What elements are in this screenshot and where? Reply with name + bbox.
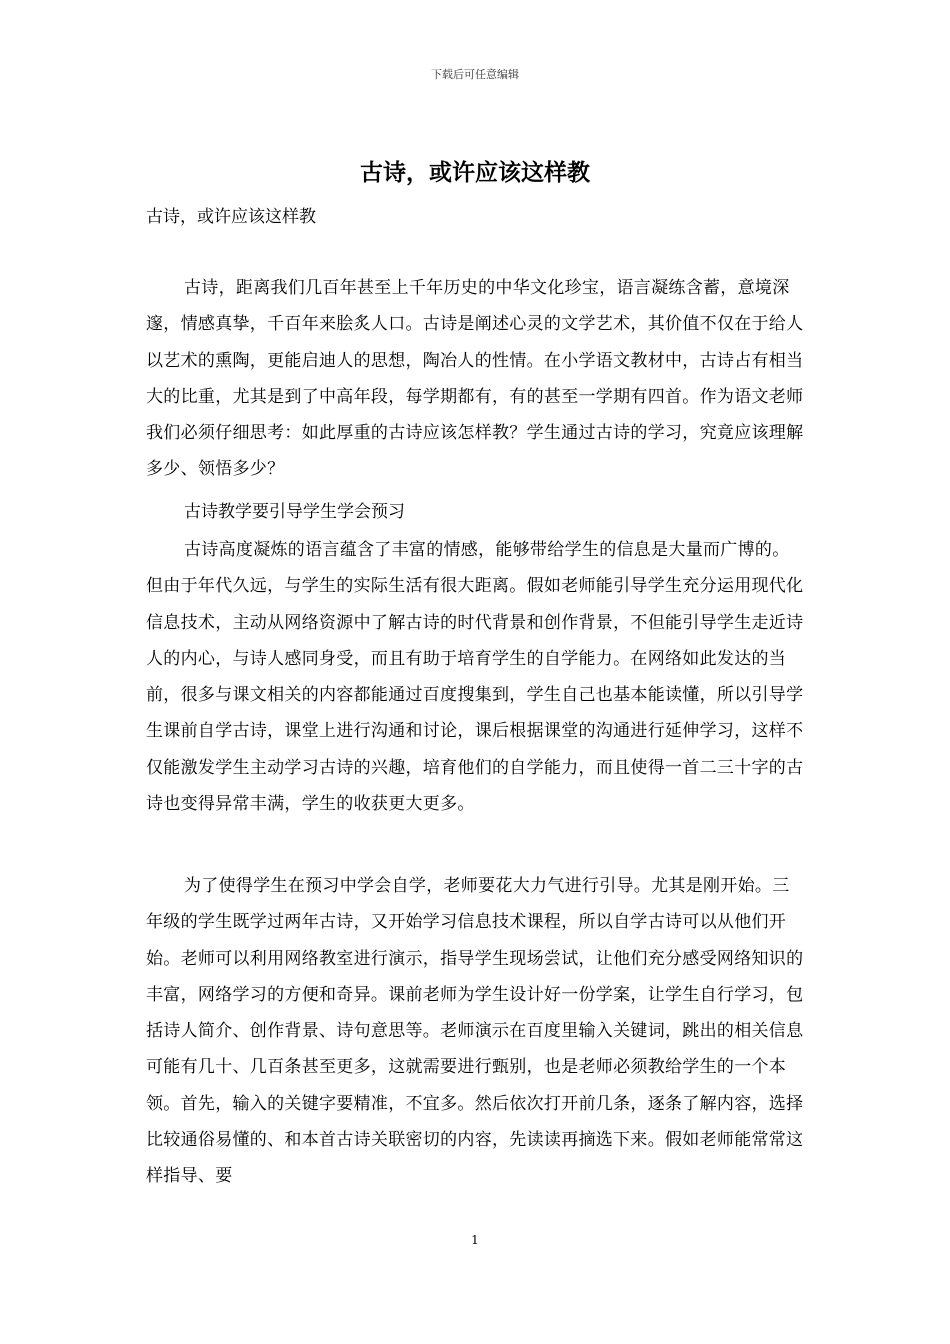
document-subtitle: 古诗，或许应该这样教 (146, 207, 316, 227)
document-title: 古诗，或许应该这样教 (360, 159, 590, 186)
page-number: 1 (471, 1233, 479, 1247)
page-header-note: 下载后可任意编辑 (431, 68, 519, 81)
paragraph-intro (146, 270, 806, 488)
paragraph-guidance (146, 868, 806, 1195)
paragraph-intro-text: 古诗，距离我们几百年甚至上千年历史的中华文化珍宝，语言凝练含蓄，意境深邃，情感真挚，千百年来脍炙人口。古诗是阐述心灵的文学艺术，其价值不仅在于给人以艺术的熏陶，更能启迪人的思想，陶冶人的性情。在小学语文教材中，古诗占有相当大的比重，尤其是到了中高年段，每学期都有，有的甚至一学期有四首。作为语文老师我们必须仔细思考：如此厚重的古诗应该怎样教？学生通过古诗的学习，究竟应该理解多少、领悟多少？ (146, 278, 804, 480)
paragraph-guidance-text: 为了使得学生在预习中学会自学，老师要花大力气进行引导。尤其是刚开始。三年级的学生既学过两年古诗，又开始学习信息技术课程，所以自学古诗可以从他们开始。老师可以利用网络教室进行演示，指导学生现场尝试，让他们充分感受网络知识的丰富，网络学习的方便和奇异。课前老师为学生设计好一份学案，让学生自行学习，包括诗人简介、创作背景、诗句意思等。老师演示在百度里输入关键词，跳出的相关信息可能有几十、几百条甚至更多，这就需要进行甄别，也是老师必须教给学生的一个本领。首先，输入的关键字要精准，不宜多。然后依次打开前几条，逐条了解内容，选择比较通俗易懂的、和本首古诗关联密切的内容，先读读再摘选下来。假如老师能常常这样指导、要 (146, 876, 804, 1187)
section-heading-preview: 古诗教学要引导学生学会预习 (184, 502, 405, 522)
paragraph-background-text: 古诗高度凝炼的语言蕴含了丰富的情感，能够带给学生的信息是大量而广博的。但由于年代久远，与学生的实际生活有很大距离。假如老师能引导学生充分运用现代化信息技术，主动从网络资源中了解古诗的时代背景和创作背景，不但能引导学生走近诗人的内心，与诗人感同身受，而且有助于培育学生的自学能力。在网络如此发达的当前，很多与课文相关的内容都能通过百度搜集到，学生自己也基本能读懂，所以引导学生课前自学古诗，课堂上进行沟通和讨论，课后根据课堂的沟通进行延伸学习，这样不仅能激发学生主动学习古诗的兴趣，培育他们的自学能力，而且使得一首二三十字的古诗也变得异常丰满，学生的收获更大更多。 (146, 540, 804, 815)
paragraph-background (146, 532, 806, 822)
